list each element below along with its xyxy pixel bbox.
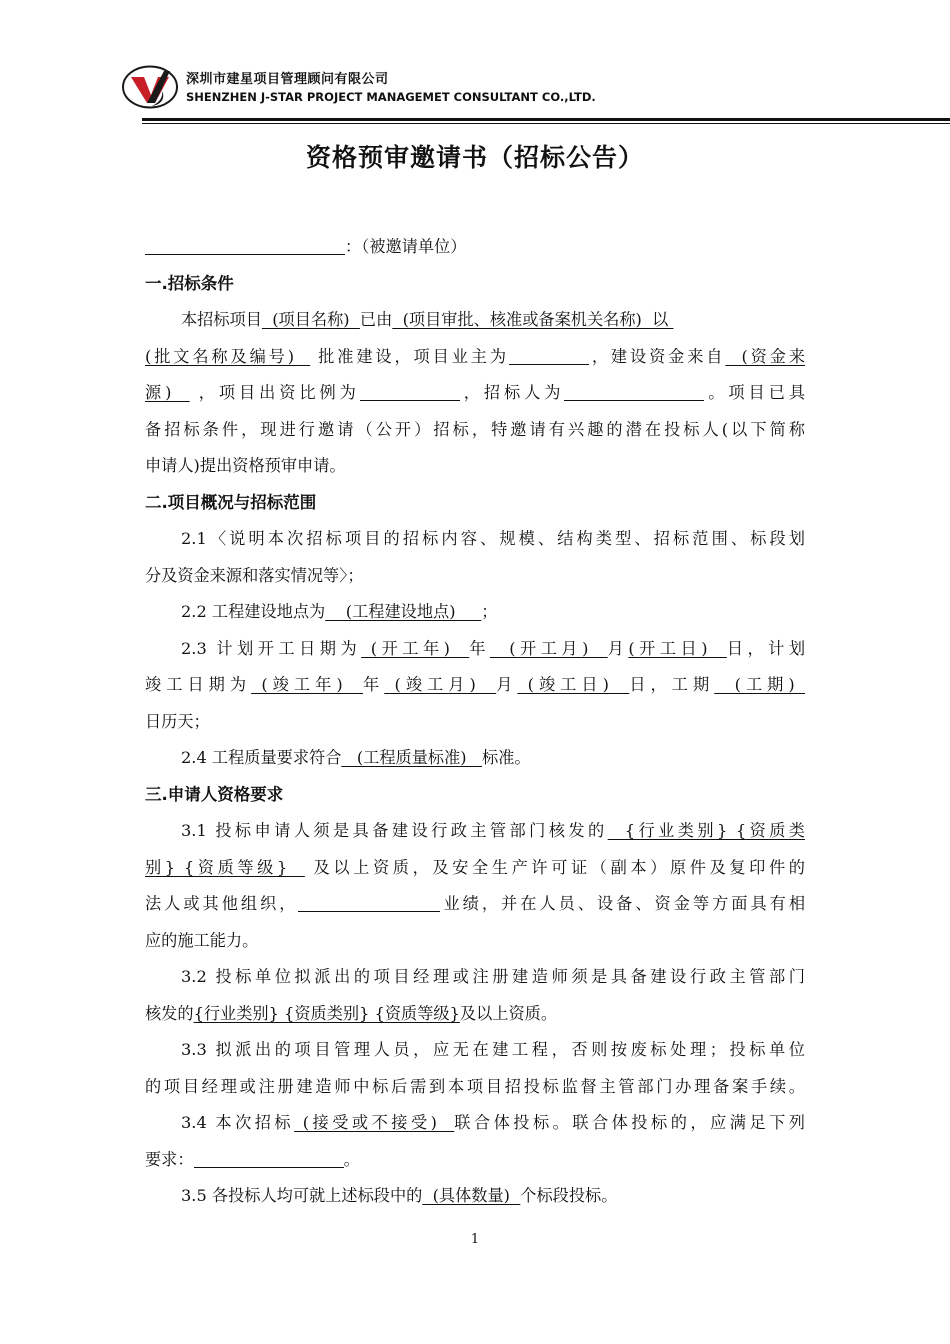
s2-line: 2.2 工程建设地点为 (工程建设地点) ； [181, 602, 498, 621]
section-1-heading: 一.招标条件 [145, 273, 234, 293]
field-start-month: (开工月) [489, 638, 608, 658]
s1-line: (批文名称及编号) 批准建设，项目业主为 ，建设资金来自 (资金来 [145, 346, 806, 366]
s2-line: 分及资金来源和落实情况等〉； [145, 565, 364, 585]
company-name-en: SHENZHEN J-STAR PROJECT MANAGEMET CONSULTANT CO.,LTD. [186, 90, 596, 104]
field-end-day: (竣工日) [517, 675, 630, 694]
s1-line: 源) ，项目出资比例为 ，招标人为 。项目已具 [145, 383, 806, 402]
company-name-cn: 深圳市建星项目管理顾问有限公司 [186, 72, 389, 87]
invitee-line: ：（被邀请单位） [145, 229, 805, 266]
field-qualification: {行业类别} {资质类 [607, 821, 805, 840]
s3-line: 3.3 拟派出的项目管理人员，应无在建工程，否则按废标处理；投标单位 [181, 1040, 805, 1059]
field-duration: (工期) [714, 675, 806, 694]
blank-consortium-requirements [194, 1150, 344, 1167]
s3-line: 的项目经理或注册建造师中标后需到本项目招投标监督主管部门办理备案手续。 [145, 1076, 805, 1096]
s3-line: 法人或其他组织， 业绩，并在人员、设备、资金等方面具有相 [145, 894, 806, 913]
field-lot-count: (具体数量) [422, 1186, 521, 1205]
header-divider-thick [142, 118, 950, 121]
s2-line: 竣工日期为 (竣工年) 年 (竣工月) 月 (竣工日) 日，工期 (工期) [145, 675, 806, 694]
s3-line: 3.4 本次招标 (接受或不接受) 联合体投标。联合体投标的，应满足下列 [181, 1113, 805, 1132]
s2-line: 2.4 工程质量要求符合 (工程质量标准) 标准。 [181, 748, 531, 767]
field-construction-site: (工程建设地点) [325, 602, 482, 621]
s3-line: 3.1 投标申请人须是具备建设行政主管部门核发的 {行业类别} {资质类 [181, 821, 805, 840]
section-3-heading: 三.申请人资格要求 [145, 784, 284, 804]
blank-performance [298, 895, 440, 912]
field-consortium: (接受或不接受) [294, 1113, 455, 1132]
section-2-heading: 二.项目概况与招标范围 [145, 492, 317, 512]
jstar-logo-icon [122, 65, 178, 109]
field-start-day: (开工日) [628, 638, 727, 658]
s1-line: 本招标项目 (项目名称) 已由 (项目审批、核准或备案机关名称) 以 [181, 310, 674, 329]
s3-line: 核发的{行业类别} {资质类别} {资质等级}及以上资质。 [145, 1003, 558, 1023]
s3-line: 3.5 各投标人均可就上述标段中的 (具体数量) 个标段投标。 [181, 1186, 618, 1205]
blank-investment-ratio [360, 384, 460, 401]
s1-line: 备招标条件，现进行邀请（公开）招标，特邀请有兴趣的潜在投标人(以下简称 [145, 419, 805, 439]
s3-line: 3.2 投标单位拟派出的项目经理或注册建造师须是具备建设行政主管部门 [181, 967, 805, 986]
field-quality-standard: (工程质量标准) [341, 748, 483, 767]
field-approval-doc: (批文名称及编号) [145, 346, 311, 366]
field-approval-authority: (项目审批、核准或备案机关名称) [392, 310, 653, 329]
s2-line: 日历天； [145, 711, 210, 731]
document-body [145, 229, 805, 1215]
field-project-name: (项目名称) [261, 310, 360, 329]
field-funding-source: (资金来 [725, 346, 806, 366]
header-divider-thin [142, 123, 950, 124]
invitee-blank [145, 238, 345, 255]
s2-line: 2.3 计划开工日期为 (开工年) 年 (开工月) 月(开工日) 日，计划 [181, 638, 806, 658]
s2-line: 2.1〈说明本次招标项目的招标内容、规模、结构类型、招标范围、标段划 [181, 529, 805, 548]
field-end-month: (竣工月) [384, 675, 497, 694]
s3-line: 要求： 。 [145, 1149, 360, 1169]
page-number: 1 [470, 1232, 480, 1247]
s3-line: 别} {资质等级} 及以上资质，及安全生产许可证（副本）原件及复印件的 [145, 857, 805, 877]
blank-tenderer [564, 384, 704, 401]
s1-line: 申请人)提出资格预审申请。 [145, 456, 346, 475]
field-manager-qualification: {行业类别} {资质类别} {资质等级} [193, 1003, 460, 1023]
field-start-year: (开工年) [361, 638, 470, 658]
page-header [122, 62, 950, 118]
field-end-year: (竣工年) [251, 675, 364, 694]
s3-line: 应的施工能力。 [145, 930, 259, 950]
document-title: 资格预审邀请书（招标公告） [305, 143, 644, 172]
blank-owner [509, 347, 589, 364]
